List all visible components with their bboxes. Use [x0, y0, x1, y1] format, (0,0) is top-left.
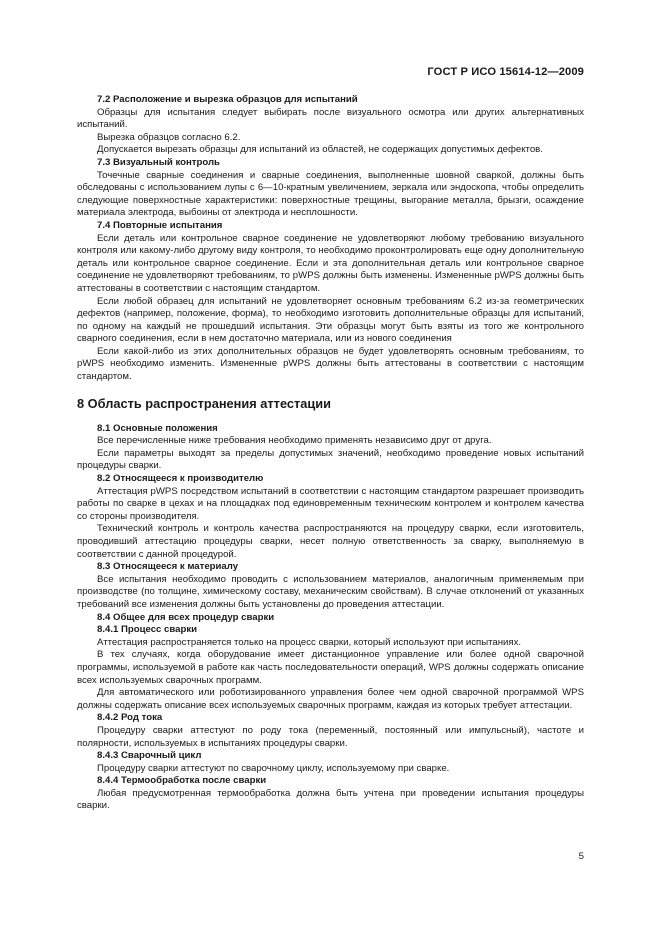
paragraph: Процедуру сварки аттестуют по сварочному циклу, используемому при сварке.: [97, 762, 450, 774]
page-number: 5: [578, 851, 584, 862]
paragraph: Образцы для испытания следует выбирать после визуального осмотра или других альтернативных испытаний.: [77, 106, 584, 131]
section-heading-7-2: 7.2 Расположение и вырезка образцов для испытаний: [97, 94, 358, 105]
section-heading-8-3: 8.3 Относящееся к материалу: [97, 561, 239, 573]
paragraph: Если любой образец для испытаний не удовлетворяет основным требованиям 6.2 из-за геометрических дефектов (например, положение, форма), то необходимо изготовить дополнительные образцы для испытаний, по одному на каждый не прошедший испытания. Эти образцы могут быть взяты из того же контрольного сварного соединения, если в нем достаточно материала, или из нового соединения: [77, 295, 584, 345]
paragraph: Процедуру сварки аттестуют по роду тока (переменный, постоянный или импульсный), частоте и полярности, используемых в испытаниях процедуры сварки.: [77, 724, 584, 749]
section-heading-8-4: 8.4 Общее для всех процедур сварки: [97, 611, 275, 623]
paragraph: Вырезка образцов согласно 6.2.: [97, 131, 241, 143]
paragraph: Все перечисленные ниже требования необходимо применять независимо друг от друга.: [97, 435, 492, 447]
chapter-heading-8: 8 Область распространения аттестации: [77, 395, 331, 411]
section-heading-7-4: 7.4 Повторные испытания: [97, 219, 223, 231]
paragraph: Аттестация распространяется только на процесс сварки, который используют при испытаниях.: [97, 636, 522, 648]
document-code-header: ГОСТ Р ИСО 15614-12—2009: [427, 66, 584, 78]
paragraph: В тех случаях, когда оборудование имеет дистанционное управление или более одной сварочной программы, используемой в работе как часть последовательности операций, WPS должны содержать описание всех используемых сварочных программ.: [77, 649, 584, 686]
paragraph: Точечные сварные соединения и сварные соединения, выполненные шовной сваркой, должны быть обследованы с использованием лупы с 6—10-кратным увеличением, зеркала или эндоскопа, чтобы определить следующие поверхностные характеристики: поверхностные трещины, выгорание металла, брызги, осаждение материала электрода, выбоины от электрода и несплошности.: [77, 169, 584, 219]
paragraph: Любая предусмотренная термообработка должна быть учтена при проведении испытания процедуры сварки.: [77, 787, 584, 812]
paragraph: Если параметры выходят за пределы допустимых значений, необходимо проведение новых испытаний процедуры сварки.: [77, 447, 584, 472]
paragraph: Для автоматического или роботизированного управления более чем одной сварочной программой WPS должны содержать описание всех используемых сварочных программ, каждая из которых требует аттестации.: [77, 687, 584, 711]
section-heading-7-3: 7.3 Визуальный контроль: [97, 156, 220, 168]
section-heading-8-4-4: 8.4.4 Термообработка после сварки: [97, 775, 267, 787]
paragraph: Технический контроль и контроль качества распространяются на процедуру сварки, если изготовитель, проводивший аттестацию процедуры сварки, несет полную ответственность за сварку, выполняемую в соответствии с данной процедурой.: [77, 523, 584, 560]
section-heading-8-4-3: 8.4.3 Сварочный цикл: [97, 750, 202, 762]
section-heading-8-4-2: 8.4.2 Род тока: [97, 712, 163, 724]
section-heading-8-1: 8.1 Основные положения: [97, 422, 218, 434]
document-body: [77, 94, 584, 813]
paragraph: Аттестация pWPS посредством испытаний в соответствии с настоящим стандартом разрешает производить работы по сварке в цехах и на площадках под единовременным техническим контролем и контролем качества со стороны производителя.: [77, 485, 584, 522]
paragraph: Если деталь или контрольное сварное соединение не удовлетворяют любому требованию визуального контроля или какому-либо другому виду контроля, то необходимо проконтролировать еще одну дополнительную деталь или контрольное сварное соединение. Если и эта дополнительная деталь или контрольное сварное соединение не удовлетворяют требованиям, то pWPS должны быть изменены. Измененные pWPS должны быть аттестованы в соответствии с настоящим стандартом.: [77, 232, 584, 294]
section-heading-8-4-1: 8.4.1 Процесс сварки: [97, 624, 198, 636]
paragraph: Все испытания необходимо проводить с использованием материалов, аналогичным применяемым при производстве (по толщине, химическому составу, механическим свойствам). В случае отклонений от указанных требований все изменения должны быть установлены до проведения аттестации.: [77, 573, 584, 610]
section-heading-8-2: 8.2 Относящееся к производителю: [97, 473, 264, 485]
paragraph: Допускается вырезать образцы для испытаний из областей, не содержащих допустимых дефектов.: [97, 144, 543, 156]
paragraph: Если какой-либо из этих дополнительных образцов не будет удовлетворять основным требованиям, то pWPS необходимо изменить. Измененные pWPS должны быть аттестованы в соответствии с настоящим стандартом.: [77, 345, 584, 383]
